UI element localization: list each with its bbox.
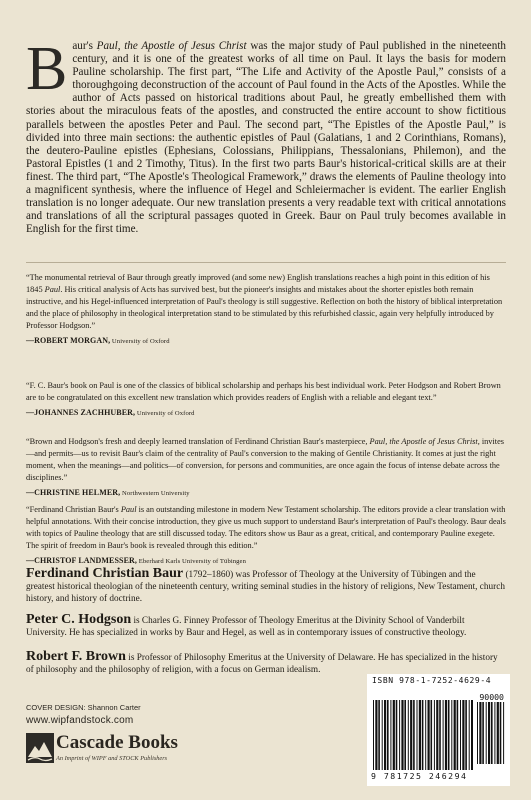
barcode-addon-bars xyxy=(477,702,507,764)
description-body: was the major study of Paul published in the nineteenth century, and it is one of the greatest works of all time on Paul. It lays the basis for modern Pauline scholarship. The first part, “The Life and Activity of the Apostle Paul,” consists of a thoroughgoing deconstruction of the account of Paul found in the Acts of the Apostles. While the author of Acts passed on historical traditions about Paul, he greatly embellished them with stories about the miraculous feats of the apostles, and constructed the entire account to show fictitious parallels between the apostles Peter and Paul. The second part, “The Epistles of the Apostle Paul,” is divided into three main sections: the authentic epistles of Paul (Galatians, 1 and 2 Corinthians, Romans), the deutero-Pauline epistles (Ephesians, Colossians, Philippians, Thessalonians, Philemon), and the Pastoral Epistles (1 and 2 Timothy, Titus). In the first two parts Baur's historical-critical skills are at their finest. The third part, “The Apostle's Theological Framework,” draws the elements of Pauline theology into a magnificent synthesis, where the influence of Hegel and Schleiermacher is evident. The earlier English translation is no longer adequate. Our new translation presents a very readable text with critical annotations and translations of all the scriptural passages quoted in Greek. Baur on Paul truly becomes available in English for the first time. xyxy=(26,40,506,236)
barcode-bar xyxy=(503,702,504,764)
barcode-bar xyxy=(460,700,461,770)
endorsement-2 xyxy=(26,380,506,420)
publisher-tagline: An Imprint of WIPF and STOCK Publishers xyxy=(56,755,168,762)
barcode-bar xyxy=(413,700,415,770)
barcode-bar xyxy=(451,700,452,770)
barcode-bar xyxy=(457,700,459,770)
endorsement-3 xyxy=(26,436,506,500)
endorsement-quote-title: Paul xyxy=(44,284,61,294)
barcode-bar xyxy=(465,700,467,770)
barcode-bar xyxy=(399,700,400,770)
endorsement-quote xyxy=(26,272,506,332)
endorsement-quote-part: “F. C. Baur's book on Paul is one of the classics of biblical scholarship and perhaps his best individual work. Peter Hodgson and Robert Brown are to be congratulated on this excellent new translation which provides readers of English with a reliable and elegant text.” xyxy=(26,381,501,402)
endorsement-attribution xyxy=(26,487,506,500)
endorser-affiliation: Eberhard Karls University of Tübingen xyxy=(137,557,246,565)
translator-name: Robert F. Brown xyxy=(26,649,126,664)
endorsement-4 xyxy=(26,504,506,568)
endorsement-quote xyxy=(26,504,506,552)
barcode-bar xyxy=(401,700,403,770)
endorsement-quote-title: Paul, the Apostle of Jesus Christ xyxy=(369,437,478,446)
editor-name: Peter C. Hodgson xyxy=(26,612,132,627)
endorsement-quote xyxy=(26,380,506,404)
translator-bio xyxy=(26,651,506,677)
barcode-bar xyxy=(486,702,487,764)
endorser-affiliation: University of Oxford xyxy=(110,337,170,345)
barcode-bar xyxy=(390,700,391,770)
endorsement-quote-part: “Ferdinand Christian Baur's xyxy=(26,505,121,514)
publisher-website-link[interactable]: www.wipfandstock.com xyxy=(26,715,134,726)
description-book-title: Paul, the Apostle of Jesus Christ xyxy=(96,40,247,52)
price-code: 90000 xyxy=(479,692,504,702)
endorsement-attribution xyxy=(26,335,506,348)
editor-bio xyxy=(26,614,506,640)
endorsement-quote-part: “Brown and Hodgson's fresh and deeply learned translation of Ferdinand Christian Baur's masterpiece, xyxy=(26,437,370,446)
barcode-bar xyxy=(382,700,383,770)
isbn-barcode xyxy=(367,674,510,786)
editor-bio-text: is Charles G. Finney Professor of Theology Emeritus at the Divinity School of Vanderbilt University. He has specialized in works by Baur and Hegel, as well as in contemporary issues of constructive theology. xyxy=(26,616,467,638)
barcode-bar xyxy=(373,700,374,770)
barcode-bar xyxy=(482,702,484,764)
barcode-bar xyxy=(445,700,447,770)
barcode-bar xyxy=(431,700,433,770)
barcode-bar xyxy=(404,700,406,770)
barcode-bar xyxy=(443,700,444,770)
book-description xyxy=(26,35,506,236)
barcode-bar xyxy=(477,702,478,764)
barcode-bar xyxy=(408,700,409,770)
barcode-bar xyxy=(471,700,473,770)
barcode-bar xyxy=(378,700,380,770)
barcode-bar xyxy=(387,700,389,770)
barcode-bar xyxy=(479,702,481,764)
barcode-main-bars xyxy=(373,700,473,770)
barcode-bar xyxy=(425,700,426,770)
endorsement-quote-part: “The monumental retrieval of Baur through greatly improved (and some new) English translations reaches a high point in this edition of his 1845 xyxy=(26,273,490,294)
author-bio xyxy=(26,568,506,606)
barcode-bar xyxy=(469,700,470,770)
barcode-bar xyxy=(491,702,493,764)
barcode-bar xyxy=(488,702,490,764)
barcode-bar xyxy=(375,700,377,770)
barcode-bar xyxy=(417,700,418,770)
endorser-name: —CHRISTOF LANDMESSER, xyxy=(26,555,138,565)
barcode-bar xyxy=(422,700,424,770)
author-bio-text: (1792–1860) was Professor of Theology at the University of Tübingen and the greatest historical theologian of the nineteenth century, writing seminal studies in the history of religions, New Testament, church history, and history of doctrine. xyxy=(26,570,505,604)
endorsement-quote-part: is an outstanding milestone in modern New Testament scholarship. The editors provide a clear translation with helpful annotations. With their concise introduction, they give us much support to understand Baur's interpretation of Paul's theology. Baur deals with topics of Pauline theology that are still discussed today. The editors show us Baur as a great, critical, and contemporary Pauline exegete. The spirit of freedom in Baur's book is revealed through this edition.” xyxy=(26,505,506,550)
barcode-bar xyxy=(436,700,438,770)
endorser-name: —CHRISTINE HELMER, xyxy=(26,487,121,497)
barcode-bar xyxy=(428,700,430,770)
endorsement-attribution xyxy=(26,407,506,420)
barcode-bar xyxy=(448,700,450,770)
endorser-affiliation: University of Oxford xyxy=(135,409,195,417)
mountain-logo-icon xyxy=(26,733,54,763)
barcode-bar xyxy=(419,700,421,770)
endorser-name: —ROBERT MORGAN, xyxy=(26,335,111,345)
endorsement-quote-title: Paul xyxy=(120,505,137,514)
endorser-name: —JOHANNES ZACHHUBER, xyxy=(26,407,136,417)
barcode-bar xyxy=(497,702,499,764)
endorsement-quote-part: , invites—and permits—us to revisit Baur's claim of the centrality of Paul's conversion to the making of Gentile Christianity. It comes at just the right moment, when the meanings—and politics—of conversion, for persons and communities, are once again the focus of intense debate across the disciplines.” xyxy=(26,437,504,482)
barcode-bar xyxy=(384,700,386,770)
endorser-affiliation: Northwestern University xyxy=(120,489,190,497)
isbn-label: ISBN 978-1-7252-4629-4 xyxy=(372,676,492,685)
cover-credits xyxy=(26,703,226,726)
barcode-bar xyxy=(462,700,464,770)
endorsement-quote-part: . His critical analysis of Acts has survived best, but the pioneer's insights and mistakes about the shorter epistles both remain instructive, and his Hegel-influenced interpretation of Paul's theology is still suggestive. Reflection on both the history of biblical interpretation and the place of philosophy in theological interpretation stand to be stimulated by this refurbished classic, again very helpfully introduced by Professor Hodgson.” xyxy=(26,284,503,330)
barcode-bar xyxy=(439,700,441,770)
endorsement-1 xyxy=(26,272,506,347)
barcode-bar xyxy=(393,700,395,770)
cover-design-credit: COVER DESIGN: Shannon Carter xyxy=(26,703,141,712)
drop-cap: B xyxy=(26,35,68,103)
divider-rule xyxy=(26,262,506,263)
barcode-bar xyxy=(396,700,398,770)
translator-bio-text: is Professor of Philosophy Emeritus at the University of Delaware. He has specialized in the history of philosophy and the philosophy of religion, with a focus on German idealism. xyxy=(26,653,498,675)
author-name: Ferdinand Christian Baur xyxy=(26,566,184,581)
publisher-name: Cascade Books xyxy=(56,732,178,753)
barcode-bar xyxy=(454,700,456,770)
barcode-bar xyxy=(410,700,412,770)
endorsement-quote xyxy=(26,436,506,484)
barcode-bar xyxy=(434,700,435,770)
barcode-bar xyxy=(494,702,495,764)
barcode-bar xyxy=(500,702,502,764)
description-opening: aur's xyxy=(72,40,97,52)
publisher-logo xyxy=(26,732,206,772)
barcode-digits: 9 781725 246294 xyxy=(371,771,468,781)
